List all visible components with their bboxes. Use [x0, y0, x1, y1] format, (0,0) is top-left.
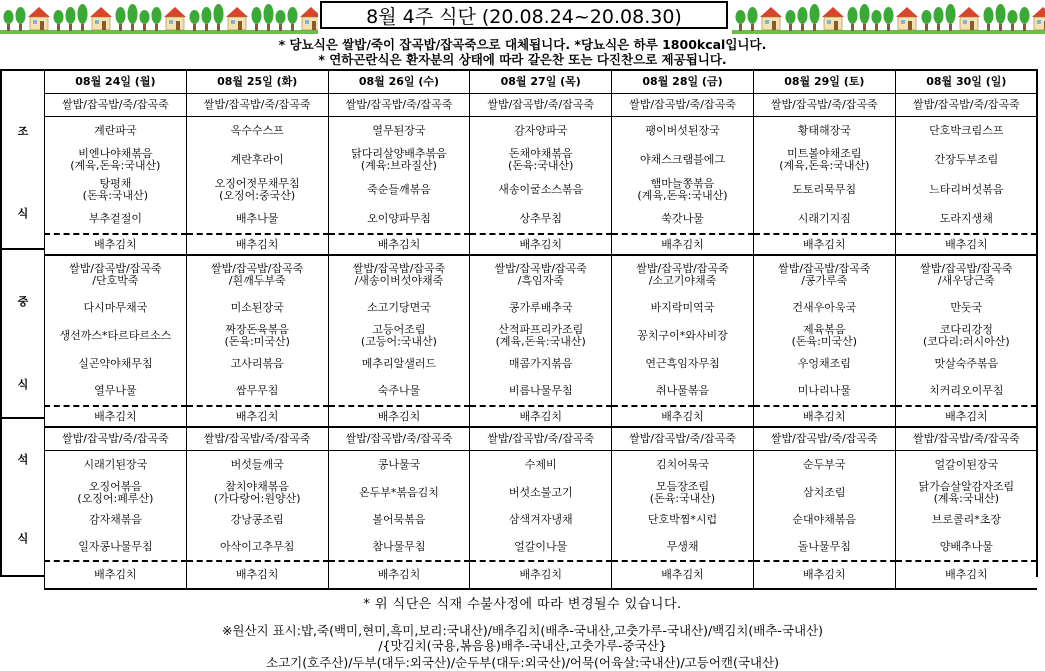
meal-label-dinner-1: 석 [17, 453, 29, 466]
breakfast-row [45, 205, 1038, 234]
breakfast-row [45, 94, 1038, 117]
menu-cell: 치커리오이무침 [895, 377, 1037, 406]
menu-cell: 취나물볶음 [612, 377, 754, 406]
menu-cell: 버섯소불고기 [470, 479, 612, 507]
menu-cell: 비엔나야채볶음 (계육,돈육:국내산) [45, 145, 187, 175]
menu-cell: 야채스크램블에그 [612, 145, 754, 175]
menu-cell: 쌀밥/잡곡밥/죽/잡곡죽 [612, 94, 754, 117]
menu-cell: 산적파프리카조림 (계육,돈육:국내산) [470, 321, 612, 350]
menu-cell: 고등어조림 (고등어:국내산) [328, 321, 470, 350]
menu-cell: 돈채야채볶음 (돈육:국내산) [470, 145, 612, 175]
menu-cell: 감자양파국 [470, 117, 612, 146]
menu-cell: 돌나물무침 [753, 533, 895, 561]
menu-cell: 실곤약야채무침 [45, 350, 187, 377]
origin-label-2: /{맛김치(국용,볶음용)배추-국내산,고춧가루-중국산} [378, 638, 667, 653]
menu-cell: 오징어볶음 (오징어:페루산) [45, 479, 187, 507]
menu-cell: 연근흑임자무침 [612, 350, 754, 377]
menu-cell: 삼치조림 [753, 479, 895, 507]
lunch-row [45, 255, 1038, 294]
menu-cell: 감자채볶음 [45, 507, 187, 533]
menu-cell: 배추김치 [895, 561, 1037, 589]
menu-cell: 팽이버섯된장국 [612, 117, 754, 146]
menu-cell: 우엉채조림 [753, 350, 895, 377]
day-header: 08월 24일 (월) [45, 70, 187, 94]
day-header: 08월 25일 (화) [186, 70, 328, 94]
menu-cell: 매콤가지볶음 [470, 350, 612, 377]
menu-cell: 순두부국 [753, 451, 895, 480]
table-frame-top [0, 69, 45, 71]
menu-cell: 얼갈이된장국 [895, 451, 1037, 480]
menu-cell: 상추무침 [470, 205, 612, 234]
menu-cell: 다시마무채국 [45, 294, 187, 321]
menu-cell: 콩가루배추국 [470, 294, 612, 321]
menu-cell: 짜장돈육볶음 (돈육:미국산) [186, 321, 328, 350]
menu-cell: 아삭이고추무침 [186, 533, 328, 561]
lunch-row [45, 294, 1038, 321]
menu-cell: 도라지생채 [895, 205, 1037, 234]
menu-cell: 쌀밥/잡곡밥/잡곡죽 /새우당근죽 [895, 255, 1037, 294]
menu-cell: 버섯들깨국 [186, 451, 328, 480]
menu-cell: 쌈무무침 [186, 377, 328, 406]
menu-cell: 계란후라이 [186, 145, 328, 175]
menu-cell: 양배추나물 [895, 533, 1037, 561]
menu-cell: 오징어젓무채무침 (오징어:중국산) [186, 175, 328, 205]
menu-cell: 바지락미역국 [612, 294, 754, 321]
menu-cell: 꽁치구이*와사비장 [612, 321, 754, 350]
menu-cell: 볼어묵볶음 [328, 507, 470, 533]
menu-cell: 쌀밥/잡곡밥/죽/잡곡죽 [328, 94, 470, 117]
menu-cell: 생선까스*타르타르소스 [45, 321, 187, 350]
menu-cell: 쌀밥/잡곡밥/죽/잡곡죽 [328, 427, 470, 451]
day-header: 08월 30일 (일) [895, 70, 1037, 94]
menu-cell: 고사리볶음 [186, 350, 328, 377]
meal-label-lunch-2: 식 [17, 378, 29, 391]
day-header-row [45, 70, 1038, 94]
meal-separator [0, 417, 45, 419]
menu-cell: 간장두부조림 [895, 145, 1037, 175]
breakfast-row [45, 234, 1038, 255]
menu-cell: 쌀밥/잡곡밥/죽/잡곡죽 [753, 427, 895, 451]
menu-cell: 일자콩나물무침 [45, 533, 187, 561]
menu-cell: 쌀밥/잡곡밥/죽/잡곡죽 [470, 94, 612, 117]
menu-cell: 모듬장조림 (돈육:국내산) [612, 479, 754, 507]
breakfast-row [45, 175, 1038, 205]
menu-cell: 배추김치 [328, 561, 470, 589]
breakfast-row [45, 145, 1038, 175]
menu-cell: 쌀밥/잡곡밥/잡곡죽 /단호박죽 [45, 255, 187, 294]
menu-cell: 쌀밥/잡곡밥/잡곡죽 /소고기야채죽 [612, 255, 754, 294]
meal-separator [0, 248, 45, 250]
menu-cell: 쌀밥/잡곡밥/죽/잡곡죽 [612, 427, 754, 451]
menu-cell: 배추김치 [186, 406, 328, 427]
menu-cell: 배추김치 [612, 406, 754, 427]
origin-label-1: ※원산지 표시:밥,죽(백미,현미,흑미,보리:국내산)/배추김치(배추-국내산,고춧가루-국내산)/백김치(배추-국내산) [221, 623, 824, 638]
menu-cell: 쌀밥/잡곡밥/잡곡죽 /흰깨두부죽 [186, 255, 328, 294]
menu-cell: 콩나물국 [328, 451, 470, 480]
menu-cell: 강낭콩조림 [186, 507, 328, 533]
menu-cell: 미나리나물 [753, 377, 895, 406]
menu-cell: 단호박크림스프 [895, 117, 1037, 146]
menu-cell: 오이양파무침 [328, 205, 470, 234]
menu-cell: 닭가슴살알감자조림 (계육:국내산) [895, 479, 1037, 507]
menu-cell: 배추김치 [753, 561, 895, 589]
menu-cell: 배추김치 [612, 561, 754, 589]
menu-cell: 배추김치 [45, 561, 187, 589]
menu-cell: 배추김치 [45, 406, 187, 427]
lunch-row [45, 406, 1038, 427]
menu-cell: 탕평채 (돈육:국내산) [45, 175, 187, 205]
menu-cell: 배추김치 [186, 234, 328, 255]
menu-cell: 옥수수스프 [186, 117, 328, 146]
day-header: 08월 29일 (토) [753, 70, 895, 94]
menu-cell: 배추김치 [753, 406, 895, 427]
menu-cell: 배추김치 [45, 234, 187, 255]
menu-cell: 미트볼야채조림 (계육,돈육:국내산) [753, 145, 895, 175]
menu-cell: 쌀밥/잡곡밥/죽/잡곡죽 [45, 94, 187, 117]
meal-label-breakfast-2: 식 [17, 207, 29, 220]
footer-notice: * 위 식단은 식재 수불사정에 따라 변경될수 있습니다. [363, 597, 682, 612]
menu-cell: 쌀밥/잡곡밥/죽/잡곡죽 [895, 94, 1037, 117]
menu-cell: 배추김치 [753, 234, 895, 255]
menu-cell: 쌀밥/잡곡밥/죽/잡곡죽 [753, 94, 895, 117]
dinner-row [45, 561, 1038, 589]
menu-cell: 미소된장국 [186, 294, 328, 321]
menu-cell: 맛살숙주볶음 [895, 350, 1037, 377]
menu-cell: 배추김치 [470, 561, 612, 589]
menu-cell: 단호박찜*시럽 [612, 507, 754, 533]
menu-cell: 부추겉절이 [45, 205, 187, 234]
menu-cell: 쌀밥/잡곡밥/죽/잡곡죽 [186, 427, 328, 451]
menu-cell: 느타리버섯볶음 [895, 175, 1037, 205]
menu-cell: 건새우아욱국 [753, 294, 895, 321]
menu-cell: 배추김치 [470, 234, 612, 255]
lunch-row [45, 350, 1038, 377]
table-frame-left [0, 69, 2, 577]
meal-label-dinner-2: 식 [17, 532, 29, 545]
lunch-row [45, 377, 1038, 406]
menu-cell: 배추김치 [328, 406, 470, 427]
menu-cell: 시래기된장국 [45, 451, 187, 480]
menu-cell: 배추나물 [186, 205, 328, 234]
day-header: 08월 28일 (금) [612, 70, 754, 94]
weekly-menu-table [44, 69, 1037, 590]
dinner-row [45, 479, 1038, 507]
dinner-row [45, 533, 1038, 561]
menu-cell: 배추김치 [612, 234, 754, 255]
menu-cell: 쌀밥/잡곡밥/잡곡죽 /새송이버섯야채죽 [328, 255, 470, 294]
dinner-row [45, 427, 1038, 451]
menu-cell: 시래기지짐 [753, 205, 895, 234]
origin-label-3: 소고기(호주산)/두부(대두:외국산)/순두부(대두:외국산)/어묵(어육살:국내산)/고등어캔(국내산) [266, 655, 779, 670]
menu-cell: 쑥갓나물 [612, 205, 754, 234]
menu-cell: 만둣국 [895, 294, 1037, 321]
meal-label-breakfast-1: 조 [17, 125, 29, 138]
notice-diabetes: * 당뇨식은 쌀밥/죽이 잡곡밥/잡곡죽으로 대체됩니다. *당뇨식은 하루 1800kcal입니다. [278, 37, 767, 52]
menu-cell: 쌀밥/잡곡밥/죽/잡곡죽 [45, 427, 187, 451]
menu-cell: 황태해장국 [753, 117, 895, 146]
menu-cell: 제육볶음 (돈육:미국산) [753, 321, 895, 350]
menu-cell: 쌀밥/잡곡밥/죽/잡곡죽 [470, 427, 612, 451]
menu-cell: 배추김치 [470, 406, 612, 427]
menu-cell: 배추김치 [186, 561, 328, 589]
menu-cell: 코다리강정 (코다리:러시아산) [895, 321, 1037, 350]
breakfast-row [45, 117, 1038, 146]
menu-cell: 쌀밥/잡곡밥/잡곡죽 /콩가루죽 [753, 255, 895, 294]
menu-cell: 쌀밥/잡곡밥/죽/잡곡죽 [186, 94, 328, 117]
notice-dysphagia: * 연하곤란식은 환자분의 상태에 따라 갈은찬 또는 다진찬으로 제공됩니다. [318, 52, 727, 67]
menu-cell: 새송이굴소스볶음 [470, 175, 612, 205]
menu-cell: 순대야채볶음 [753, 507, 895, 533]
menu-cell: 배추김치 [328, 234, 470, 255]
menu-cell: 온두부*볶음김치 [328, 479, 470, 507]
menu-cell: 죽순들깨볶음 [328, 175, 470, 205]
dinner-row [45, 451, 1038, 480]
page-title: 8월 4주 식단 (20.08.24~20.08.30) [320, 1, 728, 29]
meal-separator [0, 575, 45, 577]
dinner-row [45, 507, 1038, 533]
decorative-village-right [732, 0, 1045, 36]
menu-cell: 열무나물 [45, 377, 187, 406]
menu-cell: 배추김치 [895, 234, 1037, 255]
menu-cell: 소고기당면국 [328, 294, 470, 321]
menu-cell: 참나물무침 [328, 533, 470, 561]
menu-cell: 무생채 [612, 533, 754, 561]
menu-cell: 쌀밥/잡곡밥/죽/잡곡죽 [895, 427, 1037, 451]
menu-cell: 숙주나물 [328, 377, 470, 406]
lunch-row [45, 321, 1038, 350]
menu-cell: 배추김치 [895, 406, 1037, 427]
day-header: 08월 27일 (목) [470, 70, 612, 94]
menu-cell: 도토리묵무침 [753, 175, 895, 205]
menu-cell: 삼색겨자냉채 [470, 507, 612, 533]
menu-cell: 브로콜리*초장 [895, 507, 1037, 533]
day-header: 08월 26일 (수) [328, 70, 470, 94]
menu-cell: 열무된장국 [328, 117, 470, 146]
menu-cell: 계란파국 [45, 117, 187, 146]
menu-cell: 비름나물무침 [470, 377, 612, 406]
decorative-village-left [0, 0, 318, 36]
meal-label-lunch-1: 중 [17, 295, 29, 308]
menu-cell: 얼갈이나물 [470, 533, 612, 561]
menu-cell: 닭다리살양배추볶음 (계육:브라질산) [328, 145, 470, 175]
menu-cell: 참치야채볶음 (가다랑어:원양산) [186, 479, 328, 507]
menu-cell: 수제비 [470, 451, 612, 480]
menu-cell: 햄마늘쫑볶음 (계육,돈육:국내산) [612, 175, 754, 205]
menu-cell: 메추리알샐러드 [328, 350, 470, 377]
menu-cell: 쌀밥/잡곡밥/잡곡죽 /흑임자죽 [470, 255, 612, 294]
menu-cell: 김치어묵국 [612, 451, 754, 480]
